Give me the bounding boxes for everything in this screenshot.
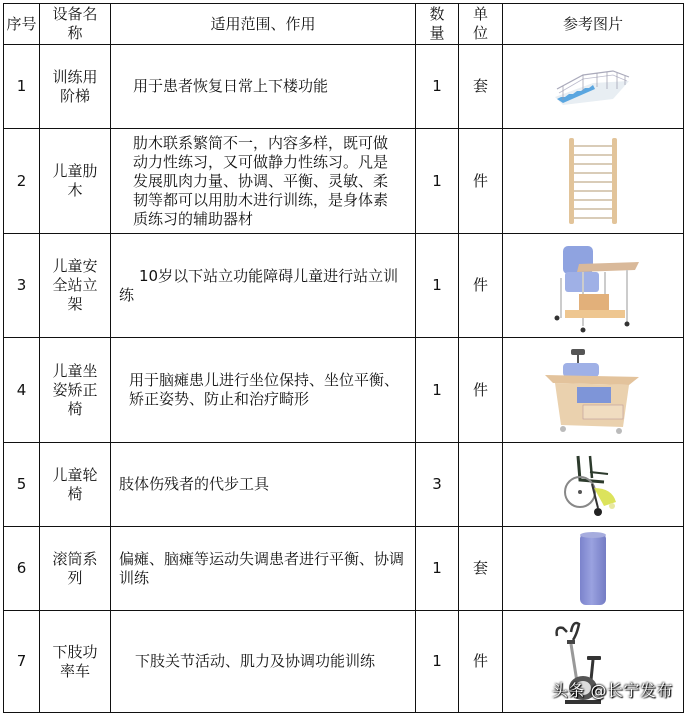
wheelchair-image-icon: [564, 452, 622, 518]
cell-usage: 肢体伤残者的代步工具: [111, 443, 416, 527]
cell-image: [503, 611, 684, 713]
posture-chair-image-icon: [543, 345, 643, 435]
cell-no: 1: [4, 45, 40, 129]
table-row: [4, 611, 684, 713]
cell-usage: 10岁以下站立功能障碍儿童进行站立训练: [111, 234, 416, 338]
cell-no: 4: [4, 338, 40, 443]
cell-qty: 1: [416, 45, 459, 129]
table-row: [4, 527, 684, 611]
cell-name: 训练用阶梯: [40, 45, 111, 129]
cell-name: 下肢功率车: [40, 611, 111, 713]
cell-unit: 套: [459, 45, 503, 129]
cell-qty: 1: [416, 234, 459, 338]
cell-image: [503, 338, 684, 443]
header-unit-label: 单位: [472, 5, 488, 42]
watermark: 头条 @长宁发布: [551, 681, 673, 700]
cell-image: [503, 234, 684, 338]
table-row: [4, 129, 684, 234]
cell-no: 6: [4, 527, 40, 611]
header-row: [4, 4, 684, 45]
cell-image: [503, 443, 684, 527]
header-usage: 适用范围、作用: [111, 4, 416, 45]
cell-usage: [111, 45, 416, 129]
table-row: [4, 338, 684, 443]
cell-image: [503, 527, 684, 611]
cell-unit: 件: [459, 129, 503, 234]
equipment-table: [3, 3, 684, 713]
cell-qty: 1: [416, 338, 459, 443]
cell-name: 儿童轮椅: [40, 443, 111, 527]
cell-qty: 1: [416, 611, 459, 713]
cell-name: 儿童安全站立架: [40, 234, 111, 338]
roller-image-icon: [578, 531, 608, 607]
cell-no: 5: [4, 443, 40, 527]
cell-qty: 3: [416, 443, 459, 527]
cell-unit: 套: [459, 527, 503, 611]
cell-unit: 件: [459, 338, 503, 443]
table-row: [4, 234, 684, 338]
cell-unit: 件: [459, 611, 503, 713]
cell-qty: 1: [416, 129, 459, 234]
header-unit: [459, 4, 503, 45]
usage-text: 用于患者恢复日常上下楼功能: [133, 77, 329, 95]
wall-bars-image-icon: [566, 136, 620, 226]
cell-unit: 件: [459, 234, 503, 338]
cell-usage: 肋木联系繁简不一，内容多样，既可做动力性练习，又可做静力性练习。凡是发展肌肉力量、协调、平衡、灵敏、柔韧等都可以用肋木进行训练，是身体素质练习的辅助器材: [111, 129, 416, 234]
cell-no: 7: [4, 611, 40, 713]
header-image: 参考图片: [503, 4, 684, 45]
cell-usage: 偏瘫、脑瘫等运动失调患者进行平衡、协调训练: [111, 527, 416, 611]
header-qty-label: 数量: [429, 5, 445, 42]
table-row: [4, 443, 684, 527]
standing-frame-image-icon: [543, 238, 643, 334]
cell-image: [503, 129, 684, 234]
table-row: [4, 45, 684, 129]
cell-name: 滚筒系列: [40, 527, 111, 611]
cell-usage: 用于脑瘫患儿进行坐位保持、坐位平衡、矫正姿势、防止和治疗畸形: [111, 338, 416, 443]
cell-name: 儿童肋木: [40, 129, 111, 234]
stairs-image-icon: [553, 67, 633, 107]
cell-unit: [459, 443, 503, 527]
header-no: 序号: [4, 4, 40, 45]
header-name: 设备名称: [40, 4, 111, 45]
cell-no: 3: [4, 234, 40, 338]
cell-name: 儿童坐姿矫正椅: [40, 338, 111, 443]
cell-qty: 1: [416, 527, 459, 611]
header-qty: [416, 4, 459, 45]
cell-no: 2: [4, 129, 40, 234]
cell-usage: 下肢关节活动、肌力及协调功能训练: [111, 611, 416, 713]
cell-image: [503, 45, 684, 129]
